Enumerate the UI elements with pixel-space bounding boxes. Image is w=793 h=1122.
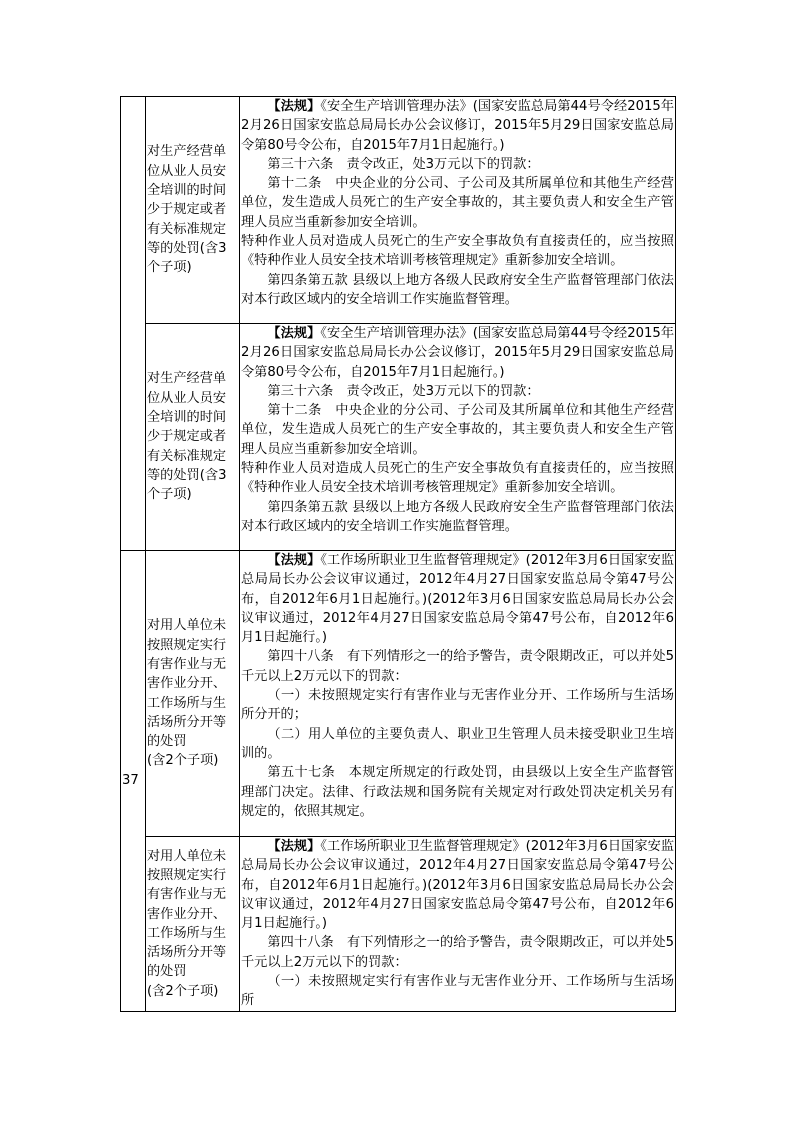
table-row	[121, 324, 676, 551]
law-paragraph: 第四十八条 有下列情形之一的给予警告，责令限期改正，可以并处5千元以上2万元以下的罚款：	[241, 935, 674, 970]
law-paragraph: 《安全生产培训管理办法》(国家安监总局第44号令经2015年2月26日国家安监总局局长办公会议修订，2015年5月29日国家安监总局令第80号令公布，自2015年7月1日起施行。)	[241, 326, 674, 380]
row-number-cell: 37	[121, 551, 146, 1012]
law-paragraph: 第四条第五款 县级以上地方各级人民政府安全生产监督管理部门依法对本行政区域内的安全培训工作实施监督管理。	[241, 499, 674, 534]
law-paragraph: 特种作业人员对造成人员死亡的生产安全事故负有直接责任的，应当按照《特种作业人员安全技术培训考核管理规定》重新参加安全培训。	[241, 461, 674, 496]
legal-basis-cell	[240, 837, 676, 1012]
law-paragraph: 第三十六条 责令改正，处3万元以下的罚款：	[267, 156, 540, 172]
law-paragraph: 第四条第五款 县级以上地方各级人民政府安全生产监督管理部门依法对本行政区域内的安全培训工作实施监督管理。	[241, 272, 674, 307]
law-paragraph: 《工作场所职业卫生监督管理规定》(2012年3月6日国家安监总局局长办公会议审议通过，2012年4月27日国家安监总局令第47号公布，自2012年6月1日起施行。)(2012年3月6日国家安监总局局长办公会议审议通过，2012年4月27日国家安监总局令第47号公布，自2012年6月1日起施行。)	[241, 839, 674, 932]
table-row	[121, 837, 676, 1012]
table-row	[121, 551, 676, 837]
law-paragraph: 《安全生产培训管理办法》(国家安监总局第44号令经2015年2月26日国家安监总局局长办公会议修订，2015年5月29日国家安监总局令第80号令公布，自2015年7月1日起施行。)	[241, 99, 674, 153]
law-paragraph: 第三十六条 责令改正，处3万元以下的罚款：	[267, 383, 540, 399]
item-title: 对生产经营单位从业人员安全培训的时间少于规定或者有关标准规定等的处罚(含3个子项)	[146, 97, 240, 324]
law-paragraph: （一）未按照规定实行有害作业与无害作业分开、工作场所与生活场所	[241, 974, 674, 1009]
law-paragraph: （一）未按照规定实行有害作业与无害作业分开、工作场所与生活场所分开的；	[241, 688, 674, 723]
law-tag: 【法规】	[267, 839, 321, 854]
law-paragraph: 第四十八条 有下列情形之一的给予警告，责令限期改正，可以并处5千元以上2万元以下的罚款：	[241, 649, 674, 684]
item-title: 对用人单位未按照规定实行有害作业与无害作业分开、工作场所与生活场所分开等的处罚 (含2个子项)	[146, 551, 240, 837]
law-paragraph: 《工作场所职业卫生监督管理规定》(2012年3月6日国家安监总局局长办公会议审议通过，2012年4月27日国家安监总局令第47号公布，自2012年6月1日起施行。)(2012年3月6日国家安监总局局长办公会议审议通过，2012年4月27日国家安监总局令第47号公布，自2012年6月1日起施行。)	[241, 553, 674, 646]
regulation-table	[120, 96, 676, 1012]
row-number-cell	[121, 97, 146, 551]
law-paragraph: 特种作业人员对造成人员死亡的生产安全事故负有直接责任的，应当按照《特种作业人员安全技术培训考核管理规定》重新参加安全培训。	[241, 234, 674, 269]
legal-basis-cell	[240, 324, 676, 551]
law-tag: 【法规】	[267, 553, 321, 568]
law-paragraph: 第五十七条 本规定所规定的行政处罚，由县级以上安全生产监督管理部门决定。法律、行政法规和国务院有关规定对行政处罚决定机关另有规定的，依照其规定。	[241, 765, 674, 819]
item-title: 对用人单位未按照规定实行有害作业与无害作业分开、工作场所与生活场所分开等的处罚 (含2个子项)	[146, 837, 240, 1012]
law-paragraph: 第十二条 中央企业的分公司、子公司及其所属单位和其他生产经营单位，发生造成人员死亡的生产安全事故的，其主要负责人和安全生产管理人员应当重新参加安全培训。	[241, 403, 674, 457]
table-row	[121, 97, 676, 324]
law-paragraph: （二）用人单位的主要负责人、职业卫生管理人员未接受职业卫生培训的。	[241, 726, 674, 761]
law-paragraph: 第十二条 中央企业的分公司、子公司及其所属单位和其他生产经营单位，发生造成人员死亡的生产安全事故的，其主要负责人和安全生产管理人员应当重新参加安全培训。	[241, 176, 674, 230]
legal-basis-cell	[240, 97, 676, 324]
legal-basis-cell	[240, 551, 676, 837]
item-title: 对生产经营单位从业人员安全培训的时间少于规定或者有关标准规定等的处罚(含3个子项)	[146, 324, 240, 551]
law-tag: 【法规】	[267, 99, 321, 114]
law-tag: 【法规】	[267, 326, 321, 341]
